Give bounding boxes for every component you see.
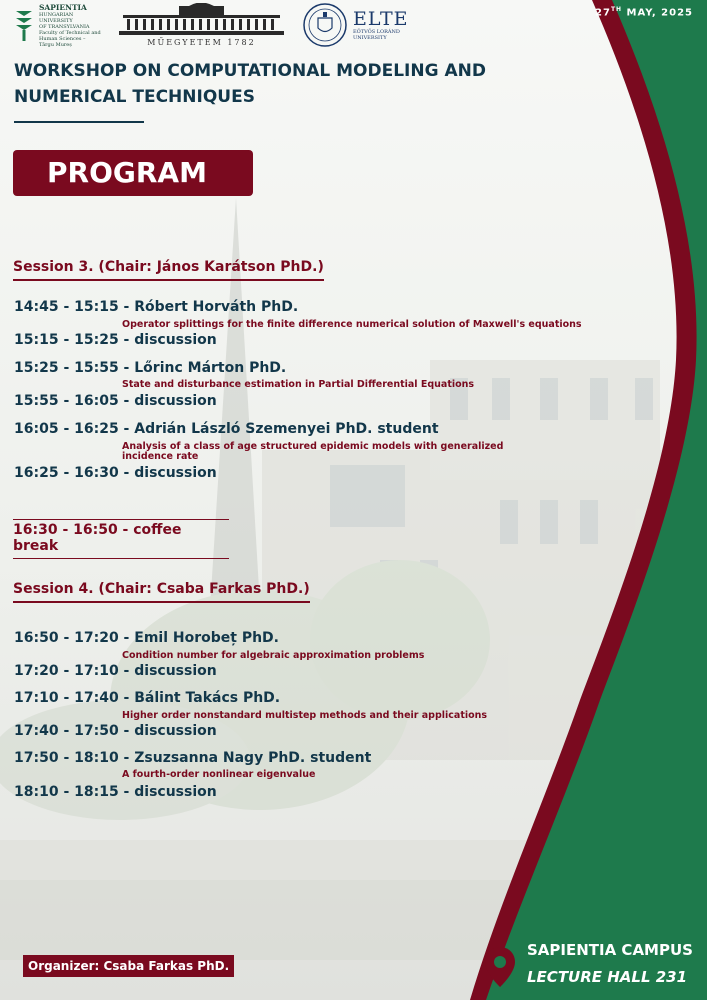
row-time: 17:40 - 17:50 - <box>14 723 135 739</box>
sapientia-line4: Human Sciences – Târgu Mureș <box>39 35 86 48</box>
row-speaker: discussion <box>134 723 217 739</box>
row-time: 15:25 - 15:55 - <box>14 360 135 376</box>
talk-title: A fourth-order nonlinear eigenvalue <box>122 769 316 780</box>
row-time: 16:05 - 16:25 - <box>14 421 135 437</box>
session-3-heading: Session 3. (Chair: János Karátson PhD.) <box>13 259 324 281</box>
row-time: 14:45 - 15:15 - <box>14 299 135 315</box>
talk-title: Condition number for algebraic approximation problems <box>122 650 425 661</box>
title-underline <box>14 121 144 123</box>
schedule-row <box>14 723 217 739</box>
row-time: 15:55 - 16:05 - <box>14 393 135 409</box>
row-speaker: discussion <box>134 784 217 800</box>
elte-seal-icon <box>302 2 348 48</box>
row-time: 15:15 - 15:25 - <box>14 332 135 348</box>
bme-building-icon <box>119 3 284 37</box>
row-speaker: Lőrinc Márton PhD. <box>134 360 287 376</box>
schedule-row <box>14 360 286 376</box>
lecture-hall: LECTURE HALL 231 <box>527 968 688 986</box>
schedule-row <box>14 393 217 409</box>
elte-line2: UNIVERSITY <box>353 35 387 41</box>
sapientia-line1: HUNGARIAN UNIVERSITY <box>39 11 74 24</box>
schedule-row <box>14 663 217 679</box>
schedule-row <box>14 332 217 348</box>
location-block <box>527 937 693 991</box>
sapientia-line3: Faculty of Technical and <box>39 29 101 36</box>
location-pin-icon <box>483 945 517 989</box>
row-time: 18:10 - 18:15 - <box>14 784 135 800</box>
sapientia-name: SAPIENTIA <box>39 2 87 12</box>
session-4-heading: Session 4. (Chair: Csaba Farkas PhD.) <box>13 581 310 603</box>
schedule-row <box>14 690 280 706</box>
program-banner: PROGRAM <box>13 150 253 196</box>
row-time: 16:25 - 16:30 - <box>14 465 135 481</box>
bme-wordmark: MŰEGYETEM 1782 <box>147 38 256 47</box>
row-speaker: discussion <box>134 663 217 679</box>
row-speaker: Adrián László Szemenyei PhD. student <box>134 421 439 437</box>
row-speaker: Róbert Horváth PhD. <box>134 299 299 315</box>
row-speaker: discussion <box>134 332 217 348</box>
event-date <box>595 6 693 18</box>
row-speaker: Zsuzsanna Nagy PhD. student <box>134 750 372 766</box>
date-rest: MAY, 2025 <box>622 7 693 19</box>
row-time: 17:10 - 17:40 - <box>14 690 135 706</box>
row-speaker: discussion <box>134 393 217 409</box>
sapientia-emblem-icon <box>14 8 34 42</box>
row-time: 17:20 - 17:10 - <box>14 663 135 679</box>
schedule-row <box>14 630 279 646</box>
organizer-badge: Organizer: Csaba Farkas PhD. <box>23 955 234 977</box>
elte-logo <box>302 2 408 48</box>
elte-name: ELTE <box>353 8 409 30</box>
date-day: 27 <box>595 7 611 19</box>
coffee-break: 16:30 - 16:50 - coffee break <box>13 519 229 559</box>
sapientia-line2: OF TRANSYLVANIA <box>39 23 90 30</box>
logo-strip <box>14 2 408 48</box>
talk-title: Higher order nonstandard multistep methods and their applications <box>122 710 488 721</box>
elte-line1: EÖTVÖS LORÁND <box>353 29 400 35</box>
row-time: 16:50 - 17:20 - <box>14 630 135 646</box>
schedule-row <box>14 299 298 315</box>
schedule-row <box>14 750 371 766</box>
row-speaker: discussion <box>134 465 217 481</box>
schedule-row <box>14 421 439 437</box>
row-speaker: Emil Horobeț PhD. <box>134 630 279 646</box>
schedule-row <box>14 784 217 800</box>
talk-title: Operator splittings for the finite difference numerical solution of Maxwell's equations <box>122 319 582 330</box>
bme-logo <box>119 3 284 47</box>
sapientia-logo <box>14 3 101 48</box>
date-suffix: TH <box>610 6 623 13</box>
workshop-title: WORKSHOP ON COMPUTATIONAL MODELING AND NUMERICAL TECHNIQUES <box>14 61 486 107</box>
row-speaker: Bálint Takács PhD. <box>134 690 281 706</box>
row-time: 17:50 - 18:10 - <box>14 750 135 766</box>
talk-title: State and disturbance estimation in Partial Differential Equations <box>122 379 475 390</box>
schedule-row <box>14 465 217 481</box>
campus-name: SAPIENTIA CAMPUS <box>527 941 693 959</box>
talk-title: Analysis of a class of age structured epidemic models with generalized incidence rate <box>122 441 504 462</box>
